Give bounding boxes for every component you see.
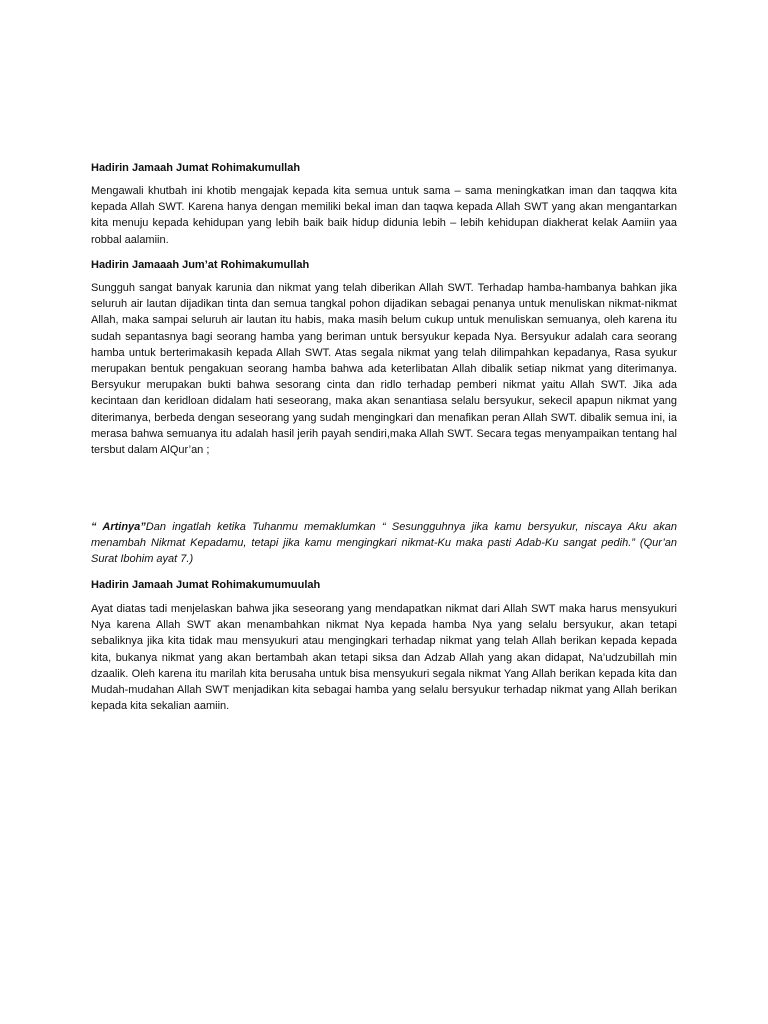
- paragraph-text: Sungguh sangat banyak karunia dan nikmat yang telah diberikan Allah SWT. Terhadap hamba-hambanya bahkan jika seluruh air lautan dijadikan tinta dan semua tangkal pohon dijadikan sebagai penanya untuk menuliskan nikmat-nikmat Allah, maka sampai seluruh air lautan itu habis, maka masih belum cukup untuk menuliskan semuanya, oleh karena itu sudah sepantasnya bagi seorang hamba yang beriman untuk bersyukur kepada Nya. Bersyukur adalah cara seorang hamba untuk berterimakasih kepada Allah SWT. Atas segala nikmat yang telah dilimpahkan kepadanya, Rasa syukur merupakan bentuk pengakuan seorang hamba bahwa ada keterlibatan Allah dibalik setiap nikmat yang diterimanya. Bersyukur merupakan bukti bahwa sesorang cinta dan ridlo terhadap pemberi nikmat yaitu Allah SWT. Jika ada kecintaan dan keridloan didalam hati seseorang, maka akan senantiasa selalu bersyukur, sekecil apapun nikmat yang diterimanya, berbeda dengan seseorang yang sudah mengingkari dan menafikan peran Allah SWT. dibalik semua ini, ia merasa bahwa semuanya itu adalah hasil jerih payah sendiri,maka Allah SWT. Secara tegas menyampaikan tentang hal tersbut dalam AlQur’an ;: [91, 282, 677, 457]
- opening-paragraph: [91, 183, 677, 248]
- closing-paragraph: [91, 601, 677, 714]
- section-heading-1: [91, 160, 677, 176]
- quote-lead: “ Artinya”: [91, 521, 146, 533]
- quote-body: Dan ingatlah ketika Tuhanmu memaklumkan “ Sesungguhnya jika kamu bersyukur, niscaya Aku akan menambah Nikmat Kepadamu, tetapi jika kamu mengingkari nikmat-Ku maka pasti Adab-Ku sangat pedih.” (Qur’an Surat Ibohim ayat 7.): [91, 521, 677, 566]
- quote-text-block: [91, 519, 677, 568]
- quran-quote: [91, 519, 677, 568]
- heading-text: Hadirin Jamaah Jumat Rohimakumumuulah: [91, 579, 321, 591]
- gratitude-paragraph: [91, 280, 677, 458]
- paragraph-text: Ayat diatas tadi menjelaskan bahwa jika seseorang yang mendapatkan nikmat dari Allah SWT maka harus mensyukuri Nya karena Allah SWT akan menambahkan nikmat Nya kepada hamba Nya yang selalu bersyukur, akan tetapi sebaliknya jika kita tidak mau mensyukuri atau mengingkari terhadap nikmat yang telah Allah berikan kepada kepada kita, bukanya nikmat yang akan bertambah akan tetapi siksa dan Adzab Allah yang akan didapat, Na’udzubillah min dzaalik. Oleh karena itu marilah kita berusaha untuk bisa mensyukuri segala nikmat Yang Allah berikan kepada kita dan Mudah-mudahan Allah SWT menjadikan kita sebagai hamba yang selalu bersyukur terhadap nikmat yang Allah berikan kepada kita sekalian aamiin.: [91, 603, 677, 713]
- section-heading-2: [91, 257, 677, 273]
- heading-text: Hadirin Jamaaah Jum’at Rohimakumullah: [91, 259, 310, 271]
- paragraph-text: Mengawali khutbah ini khotib mengajak kepada kita semua untuk sama – sama meningkatkan iman dan taqqwa kita kepada Allah SWT. Karena hanya dengan memiliki bekal iman dan taqwa kepada Allah SWT yang akan mengantarkan kita menuju kepada kehidupan yang lebih baik baik hidup didunia lebih – lebih kehidupan diakherat kelak Aamiin yaa robbal aalamiin.: [91, 185, 677, 246]
- heading-text: Hadirin Jamaah Jumat Rohimakumullah: [91, 162, 301, 174]
- section-heading-3: [91, 577, 677, 593]
